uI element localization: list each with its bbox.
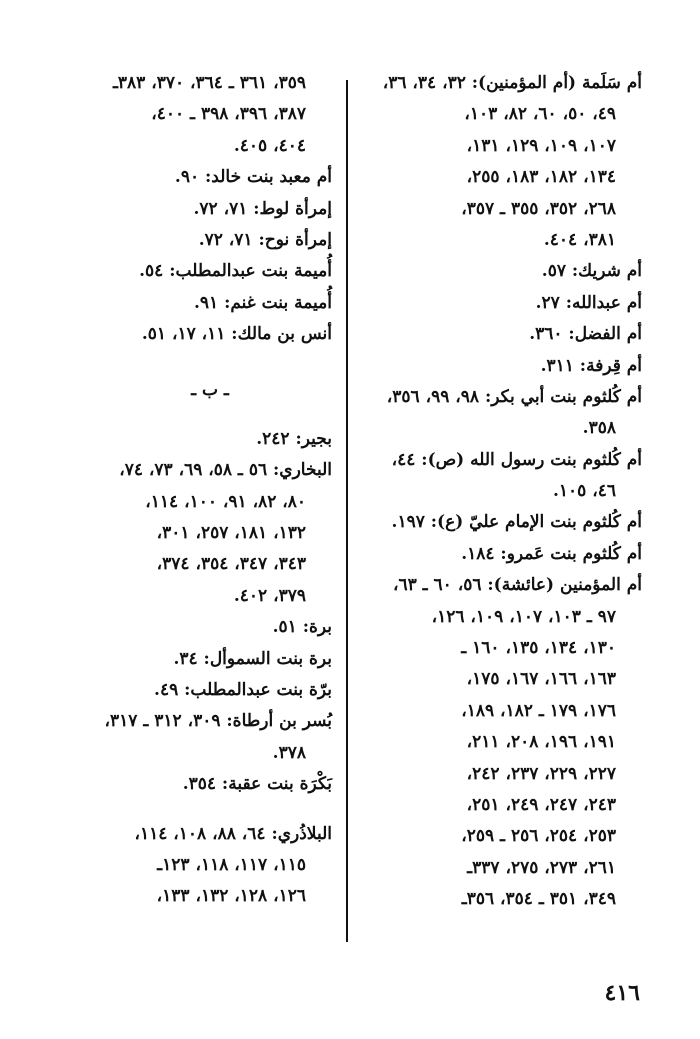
index-entry-continuation: ١٩١، ١٩٦، ٢٠٨، ٢١١، [466, 732, 616, 753]
index-entry-continuation: ١٧٦، ١٧٩ ـ ١٨٢، ١٨٩، [461, 700, 616, 721]
index-entry: أم المؤمنين (عائشة): ٥٦، ٦٠ ـ ٦٣، [392, 575, 642, 596]
index-entry: أم عبدالله: ٢٧. [535, 292, 642, 313]
index-entry: البلاذُري: ٦٤، ٨٨، ١٠٨، ١١٤، [134, 823, 332, 844]
index-entry: أم كُلثوم بنت رسول الله (ص): ٤٤، [391, 449, 642, 470]
index-entry: إمرأة نوح: ٧١، ٧٢. [198, 229, 332, 250]
index-entry: إمرأة لوط: ٧١، ٧٢. [193, 198, 332, 219]
index-entry-continuation: ١٣٤، ١٨٢، ١٨٣، ٢٥٥، [466, 167, 616, 188]
index-entry: بجير: ٢٤٢. [256, 428, 332, 449]
index-entry-continuation: ١٠٧، ١٠٩، ١٢٩، ١٣١، [466, 135, 616, 156]
index-entry-continuation: ١١٥، ١١٧، ١١٨، ١٢٣ـ [157, 854, 306, 875]
index-entry: أُميمة بنت عبدالمطلب: ٥٤. [139, 261, 332, 282]
index-entry: برة: ٥١. [272, 617, 332, 638]
index-entry: أنس بن مالك: ١١، ١٧، ٥١. [141, 324, 332, 345]
spacer [48, 406, 332, 424]
index-entry: أم قِرفة: ٣١١. [540, 355, 642, 376]
index-entry-continuation: ٣٧٨. [272, 742, 306, 763]
index-column-right [366, 68, 642, 916]
index-entry: البخاري: ٥٦ ـ ٥٨، ٦٩، ٧٣، ٧٤، [119, 460, 332, 481]
index-entry: أم شريك: ٥٧. [541, 261, 642, 282]
index-entry: أُميمة بنت غنم: ٩١. [193, 292, 332, 313]
index-entry: أم كُلثوم بنت الإمام عليّ (ع): ١٩٧. [391, 512, 642, 533]
index-entry-continuation: ١٣٠، ١٣٤، ١٣٥، ١٦٠ ـ [461, 638, 616, 659]
index-entry-continuation: ١٢٦، ١٢٨، ١٣٢، ١٣٣، [156, 886, 306, 907]
index-entry-continuation: ٢٦١، ٢٧٣، ٢٧٥، ٣٣٧ـ [467, 857, 616, 878]
index-entry-continuation: ٢٢٧، ٢٢٩، ٢٣٧، ٢٤٢، [466, 763, 616, 784]
index-entry-continuation: ٩٧ ـ ١٠٣، ١٠٧، ١٠٩، ١٢٦، [431, 606, 616, 627]
index-entry-continuation: ٤٠٤، ٤٠٥. [233, 135, 306, 156]
spacer [48, 351, 332, 375]
spacer [48, 801, 332, 819]
index-entry-continuation: ٣٤٩، ٣٥١ ـ ٣٥٤، ٣٥٦ـ [461, 889, 616, 910]
index-entry-continuation: ٣٥٩، ٣٦١ ـ ٣٦٤، ٣٧٠، ٣٨٣ـ [112, 73, 306, 93]
section-heading: ـ ب ـ [191, 379, 229, 400]
index-entry: بَكْرَة بنت عقبة: ٣٥٤. [182, 774, 332, 795]
index-entry: برة بنت السموأل: ٣٤. [173, 648, 332, 669]
index-entry: أم الفضل: ٣٦٠. [529, 324, 642, 345]
index-entry-continuation: ٨٠، ٨٢، ٩١، ١٠٠، ١١٤، [145, 491, 306, 512]
page-number: ٤١٦ [604, 980, 640, 1006]
index-entry-continuation: ٤٦، ١٠٥. [553, 481, 616, 502]
index-column-left [48, 68, 332, 913]
index-entry-continuation: ٢٥٣، ٢٥٤، ٢٥٦ ـ ٢٥٩، [461, 826, 616, 847]
index-entry-continuation: ٤٩، ٥٠، ٦٠، ٨٢، ١٠٣، [464, 104, 616, 125]
index-entry-continuation: ٢٦٨، ٣٥٢، ٣٥٥ ـ ٣٥٧، [461, 198, 616, 219]
column-divider [346, 80, 348, 942]
index-entry: بُسر بن أرطاة: ٣٠٩، ٣١٢ ـ ٣١٧، [104, 711, 332, 732]
index-entry-continuation: ٣٨١، ٤٠٤. [543, 229, 616, 250]
index-entry-continuation: ٣٧٩، ٤٠٢. [233, 585, 306, 606]
index-entry-continuation: ٣٥٨. [582, 418, 616, 439]
index-entry: أم معبد بنت خالد: ٩٠. [174, 167, 332, 188]
index-entry: أم كُلثوم بنت عَمرو: ١٨٤. [461, 543, 642, 564]
index-entry-continuation: ٣٨٧، ٣٩٦، ٣٩٨ ـ ٤٠٠، [151, 104, 306, 125]
index-entry: برّة بنت عبدالمطلب: ٤٩. [154, 680, 332, 701]
index-entry-continuation: ٣٤٣، ٣٤٧، ٣٥٤، ٣٧٤، [156, 554, 306, 575]
index-entry-continuation: ١٣٢، ١٨١، ٢٥٧، ٣٠١، [156, 523, 306, 544]
index-entry: أم سَلَمة (أم المؤمنين): ٣٢، ٣٤، ٣٦، [382, 73, 642, 93]
index-entry: أم كُلثوم بنت أبي بكر: ٩٨، ٩٩، ٣٥٦، [386, 386, 642, 407]
index-entry-continuation: ١٦٣، ١٦٦، ١٦٧، ١٧٥، [466, 669, 616, 690]
index-entry-continuation: ٢٤٣، ٢٤٧، ٢٤٩، ٢٥١، [466, 794, 616, 815]
